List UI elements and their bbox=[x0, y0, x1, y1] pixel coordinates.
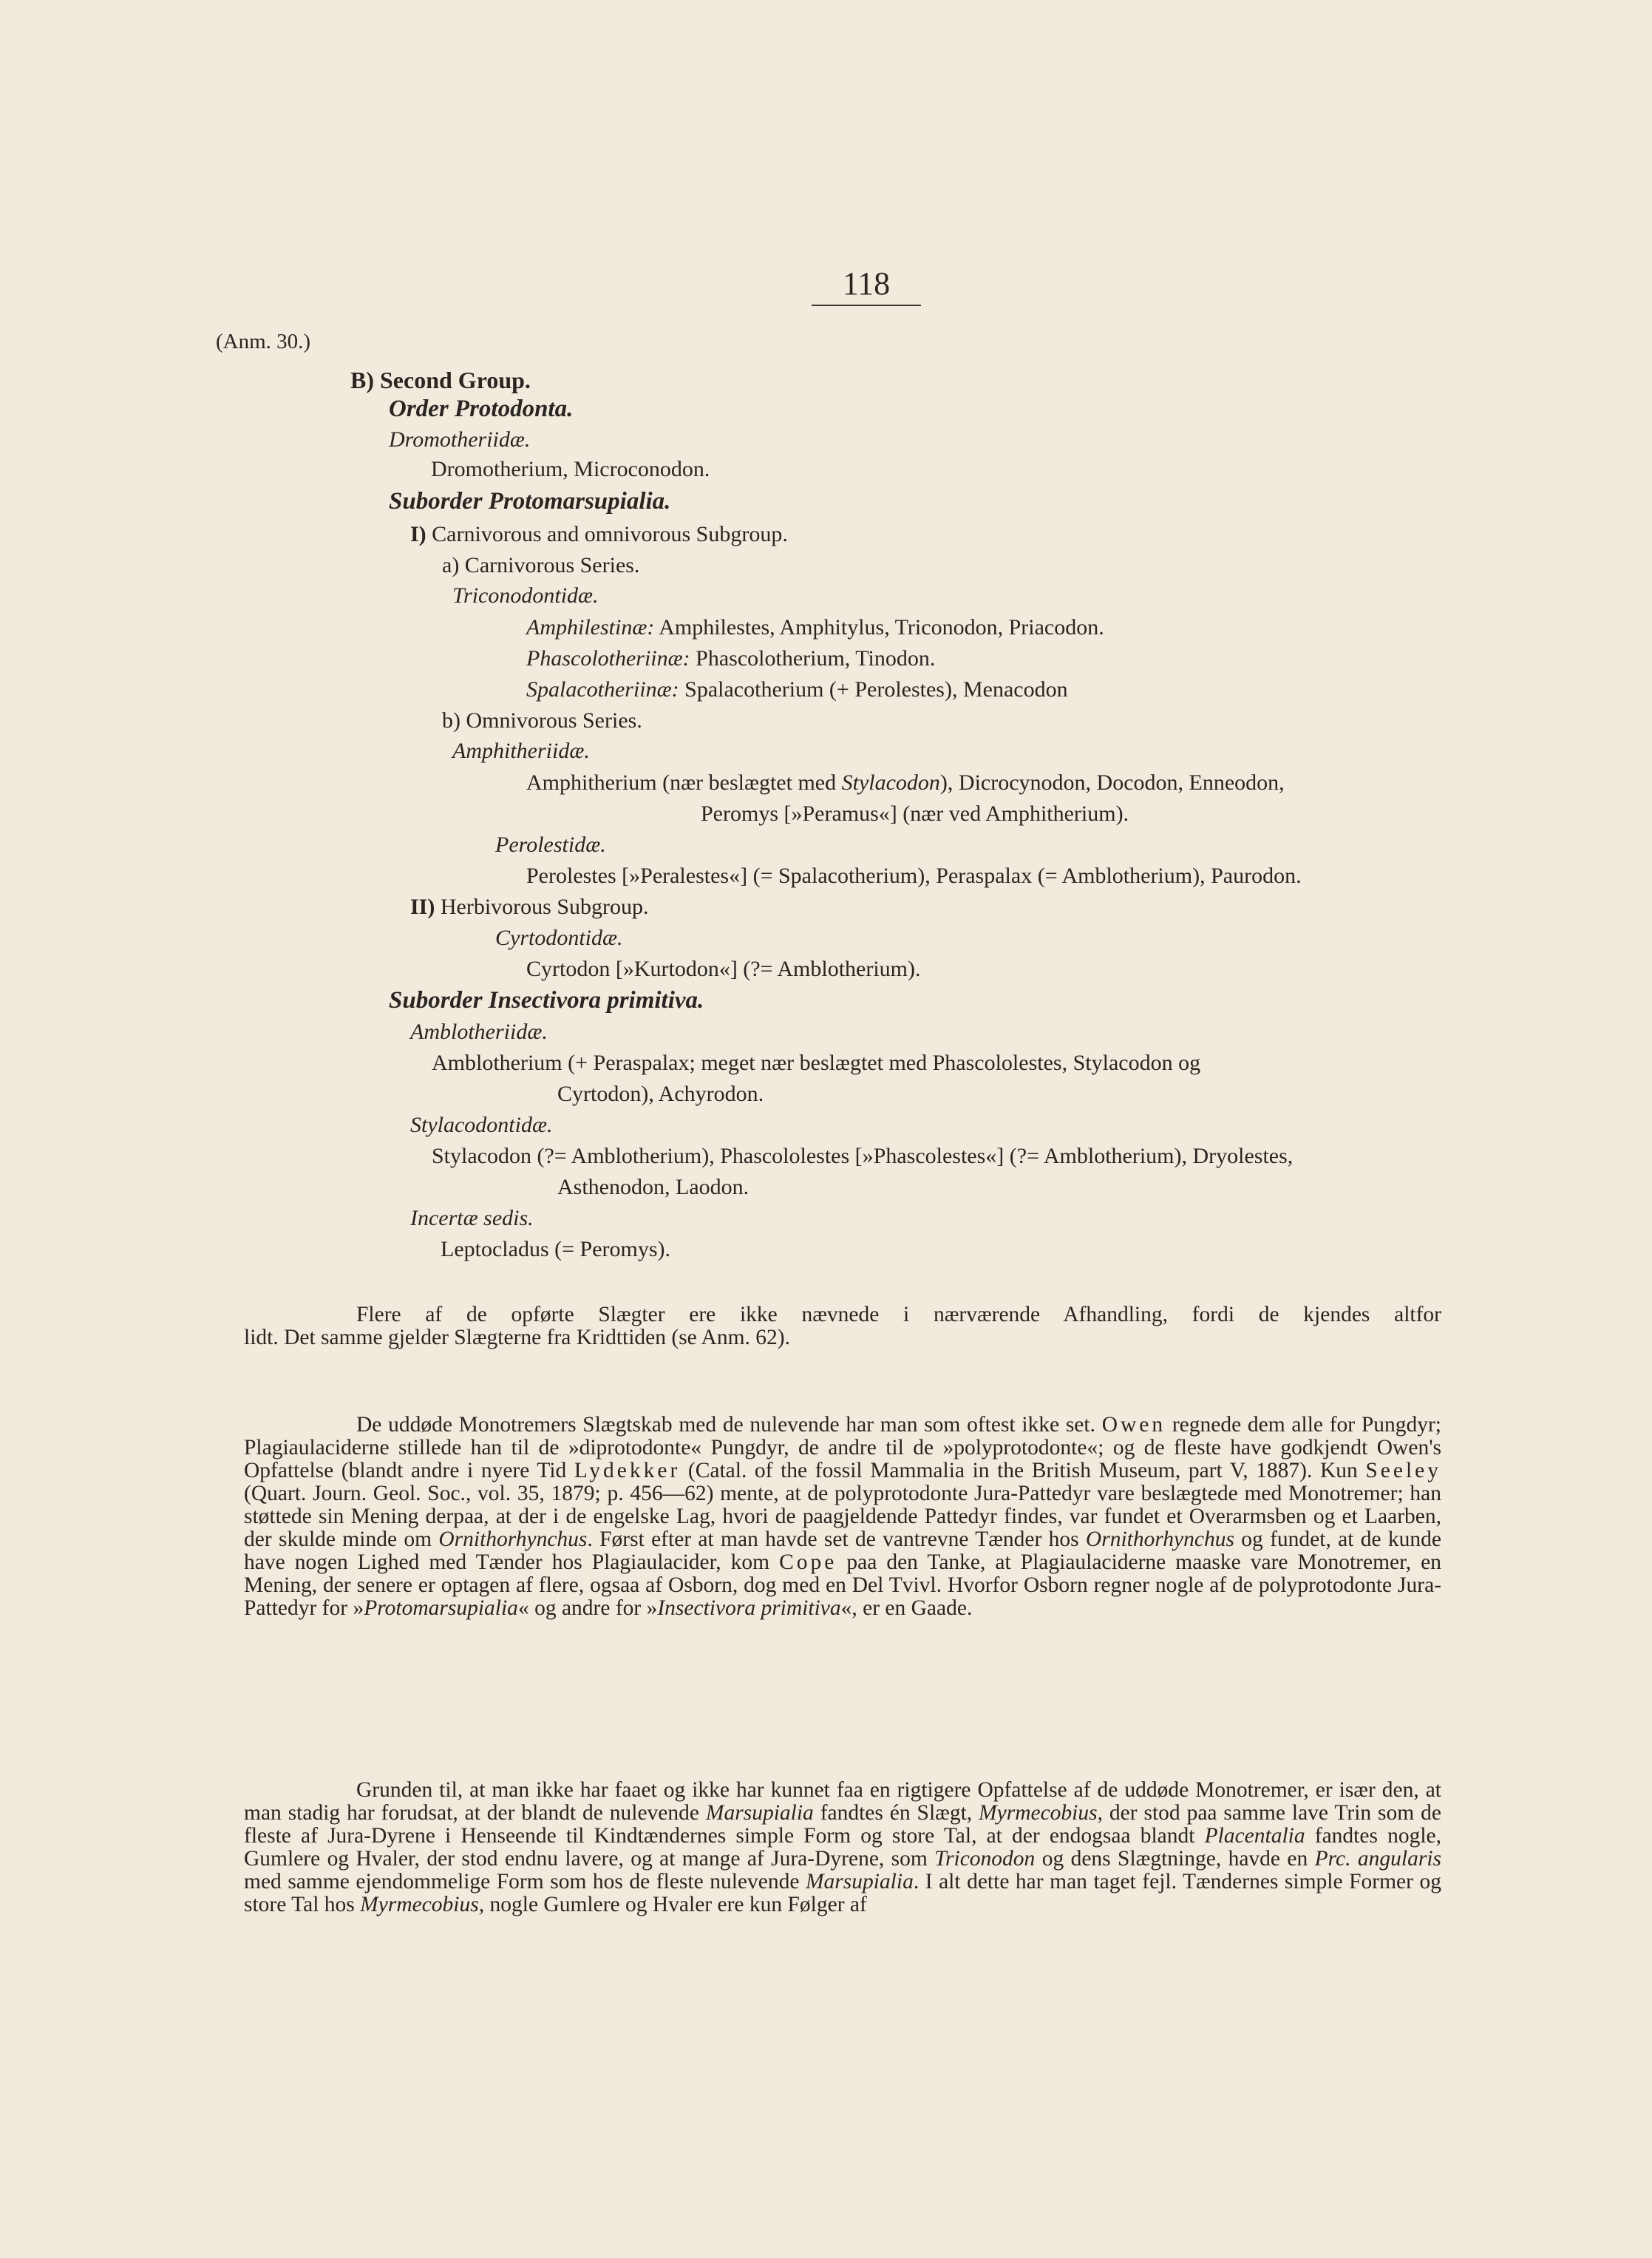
subfamily-amphilestinae bbox=[526, 613, 1104, 643]
order-heading: Order Protodonta. bbox=[389, 396, 574, 422]
taxon-italic: Insectivora primitiva bbox=[657, 1596, 841, 1620]
second-group-heading bbox=[350, 365, 531, 395]
author-name: Owen bbox=[1101, 1413, 1166, 1437]
text-run: . Først efter at man havde set de vantrevne Tænder hos bbox=[587, 1528, 1086, 1551]
text-run: « og andre for » bbox=[517, 1596, 658, 1620]
text-run: paa den Tanke, at Plagiaulaciderne maaske vare Monotremer, en Mening, der senere er optagen af flere, ogsaa af Osborn, dog med en Del Tvivl. Hvorfor Osborn regner nogle af de polyprotodonte Jura-Pattedyr for » bbox=[244, 1550, 1441, 1620]
genus-italic: Triconodon bbox=[934, 1847, 1036, 1871]
text-run: «, er en Gaade. bbox=[840, 1596, 973, 1620]
series-heading-b: b) Omnivorous Series. bbox=[442, 708, 642, 733]
genera-amblotheriidae-line2: Cyrtodon), Achyrodon. bbox=[557, 1082, 764, 1106]
family-heading-cyrtodontidae: Cyrtodontidæ. bbox=[495, 926, 623, 950]
subfamily-spalacotheriinae bbox=[526, 675, 1068, 705]
subfamily-genera: Spalacotherium (+ Perolestes), Menacodon bbox=[684, 677, 1068, 702]
paragraph-2-body bbox=[244, 1414, 1441, 1620]
text-run: , der stod paa samme lave Trin som de fleste af Jura-Dyrene i Henseende til Kindtændernes simple Form og store Tal, at der endogsaa blandt bbox=[244, 1801, 1441, 1848]
subgroup-heading-2 bbox=[410, 892, 649, 922]
text-run: . I alt dette har man taget fejl. Tændernes simple Former og store Tal hos bbox=[244, 1870, 1441, 1916]
taxon-italic: Marsupialia bbox=[705, 1801, 814, 1825]
note-reference: (Anm. 30.) bbox=[216, 330, 311, 353]
genera-stylacodontidae-line1: Stylacodon (?= Amblotherium), Phascololestes [»Phascolestes«] (?= Amblotherium), Dryolestes, bbox=[432, 1144, 1294, 1168]
genera-amblotheriidae-line1: Amblotherium (+ Peraspalax; meget nær beslægtet med Phascololestes, Stylacodon og bbox=[432, 1051, 1201, 1075]
text-run: (Catal. of the fossil Mammalia in the British Museum, part V, 1887). Kun bbox=[680, 1459, 1366, 1482]
subfamily-label: Phascolotheriinæ: bbox=[526, 646, 690, 671]
text-run: (Quart. Journ. Geol. Soc., vol. 35, 1879; p. 456—62) mente, at de polyprotodonte Jura-Pattedyr vare beslægtede med Monotremer; han støttede sin Mening derpaa, at der i de engelske Lag, hvori de paagjeldende Pattedyr findes, var fundet et Overarmsben og et Laarben, der skulde minde om bbox=[244, 1482, 1441, 1551]
text-run: regnede dem alle for Pungdyr; Plagiaulaciderne stillede han til de »diprotodonte« Pungdyr, de andre til de »polyprotodonte«; og de fleste have godkjendt Owen's Opfattelse (blandt andre i nyere Tid bbox=[244, 1413, 1441, 1482]
term-italic: Prc. angularis bbox=[1314, 1847, 1442, 1871]
paragraph-2 bbox=[244, 1414, 1441, 1620]
paragraph-3 bbox=[244, 1779, 1441, 1916]
paragraph-1-line1: Flere af de opførte Slægter ere ikke nævnede i nærværende Afhandling, fordi de kjendes altfor bbox=[356, 1303, 1441, 1326]
genera-cyrtodontidae: Cyrtodon [»Kurtodon«] (?= Amblotherium). bbox=[526, 957, 921, 981]
taxon-italic: Placentalia bbox=[1204, 1824, 1305, 1848]
paragraph-3-body bbox=[244, 1779, 1441, 1916]
subgroup-numeral: II) bbox=[410, 895, 435, 919]
taxon-italic: Marsupialia bbox=[805, 1870, 914, 1893]
suborder-heading-insectivora: Suborder Insectivora primitiva. bbox=[389, 987, 704, 1014]
family-heading-dromotheriidae: Dromotheriidæ. bbox=[389, 427, 531, 452]
group-title: Second Group. bbox=[380, 367, 531, 393]
genera-stylacodontidae-line2: Asthenodon, Laodon. bbox=[557, 1175, 749, 1199]
family-heading-amphitheriidae: Amphitheriidæ. bbox=[452, 739, 590, 763]
text-run: og dens Slægtninge, havde en bbox=[1035, 1847, 1315, 1871]
genus-italic: Stylacodon bbox=[841, 770, 940, 795]
genus-italic: Ornithorhynchus bbox=[438, 1528, 588, 1551]
genus-italic: Ornithorhynchus bbox=[1085, 1528, 1234, 1551]
paragraph-1-line2: lidt. Det samme gjelder Slægterne fra Kridttiden (se Anm. 62). bbox=[244, 1326, 790, 1349]
genus-italic: Myrmecobius bbox=[979, 1801, 1098, 1825]
genera-perolestidae: Perolestes [»Peralestes«] (= Spalacotherium), Peraspalax (= Amblotherium), Paurodon. bbox=[526, 864, 1302, 888]
author-name: Cope bbox=[779, 1550, 837, 1574]
text-run: nogle Gumlere og Hvaler ere kun Følger af bbox=[484, 1893, 867, 1916]
incertae-sedis-heading: Incertæ sedis. bbox=[410, 1206, 534, 1230]
subfamily-genera: Amphilestes, Amphitylus, Triconodon, Priacodon. bbox=[659, 615, 1104, 640]
family-heading-perolestidae: Perolestidæ. bbox=[495, 833, 606, 857]
subfamily-label: Amphilestinæ: bbox=[526, 615, 655, 640]
group-letter: B) bbox=[350, 367, 374, 393]
text-run: Grunden til, at man ikke har faaet og ikke har kunnet faa en rigtigere Opfattelse af de uddøde Monotremer, er især den, at man stadig har forudsat, at der blandt de nulevende bbox=[244, 1778, 1441, 1825]
author-name: Seeley bbox=[1365, 1459, 1441, 1482]
subgroup-numeral: I) bbox=[410, 522, 426, 546]
genera-dromotheriidae: Dromotherium, Microconodon. bbox=[431, 457, 710, 481]
author-name: Lydekker bbox=[574, 1459, 681, 1482]
suborder-heading-protomarsupialia: Suborder Protomarsupialia. bbox=[389, 488, 671, 515]
subfamily-label: Spalacotheriinæ: bbox=[526, 677, 679, 702]
subfamily-genera: Phascolotherium, Tinodon. bbox=[696, 646, 936, 671]
text-run: med samme ejendommelige Form som hos de fleste nulevende bbox=[244, 1870, 806, 1893]
taxon-italic: Protomarsupialia bbox=[364, 1596, 518, 1620]
text-run: De uddøde Monotremers Slægtskab med de nulevende har man som oftest ikke set. bbox=[356, 1413, 1102, 1437]
genera-amphitheriidae-line1 bbox=[526, 768, 1285, 798]
subgroup-heading-1 bbox=[410, 520, 788, 549]
text-run: Amphitherium (nær beslægtet med bbox=[526, 770, 842, 795]
page-number: 118 bbox=[812, 265, 921, 306]
subfamily-phascolotheriinae bbox=[526, 644, 935, 674]
text-run: ), Dicrocynodon, Docodon, Enneodon, bbox=[939, 770, 1285, 795]
paragraph-1 bbox=[244, 1303, 1441, 1349]
series-heading-a: a) Carnivorous Series. bbox=[442, 553, 640, 577]
genera-incertae-sedis: Leptocladus (= Peromys). bbox=[441, 1237, 671, 1261]
subgroup-title: Carnivorous and omnivorous Subgroup. bbox=[432, 522, 788, 546]
family-heading-amblotheriidae: Amblotheriidæ. bbox=[410, 1020, 548, 1044]
family-heading-stylacodontidae: Stylacodontidæ. bbox=[410, 1113, 553, 1137]
genus-italic: Myrmecobius, bbox=[360, 1893, 485, 1916]
text-run: og fundet, at de kunde have nogen Lighed med Tænder hos Plagiaulacider, kom bbox=[244, 1528, 1441, 1574]
family-heading-triconodontidae: Triconodontidæ. bbox=[452, 583, 599, 608]
text-run: fandtes én Slægt, bbox=[813, 1801, 979, 1825]
subgroup-title: Herbivorous Subgroup. bbox=[440, 895, 649, 919]
text-run: fandtes nogle, Gumlere og Hvaler, der stod endnu lavere, og at mange af Jura-Dyrene, som bbox=[244, 1824, 1441, 1871]
genera-amphitheriidae-line2: Peromys [»Peramus«] (nær ved Amphitherium). bbox=[701, 801, 1129, 826]
